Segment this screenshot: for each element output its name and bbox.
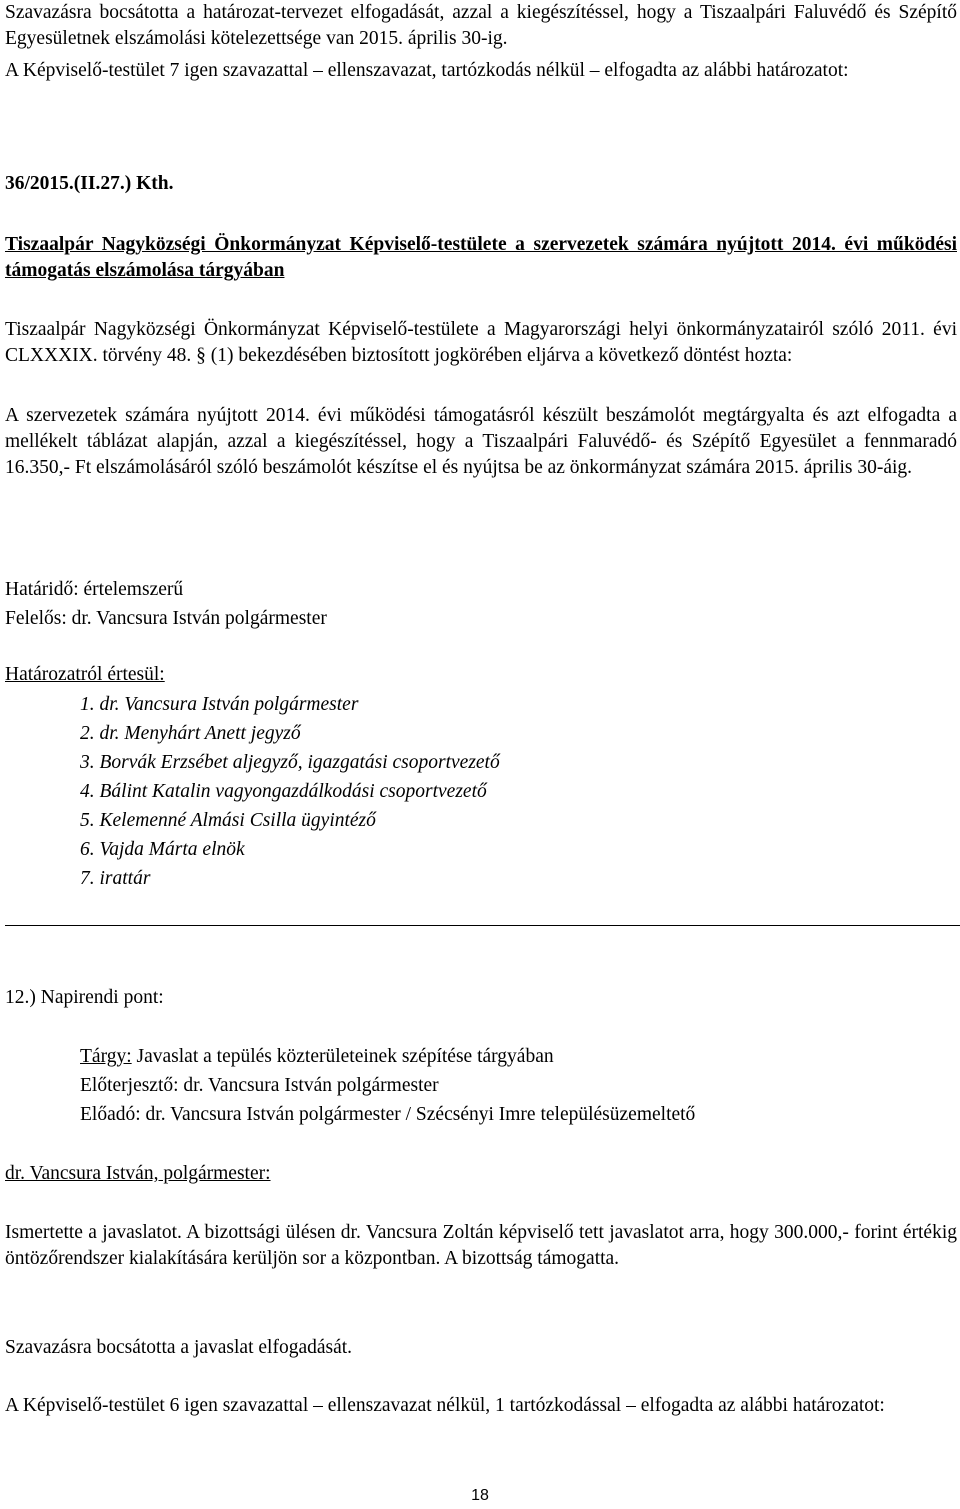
subject-label: Tárgy: xyxy=(80,1046,132,1067)
subject-text: Javaslat a tepülés közterületeinek szépítése tárgyában xyxy=(131,1046,554,1067)
notify-heading: Határozatról értesül: xyxy=(5,664,165,685)
list-item: 4. Bálint Katalin vagyongazdálkodási csoportvezető xyxy=(80,781,487,802)
list-item: 7. irattár xyxy=(80,868,151,889)
intro-paragraph-1: Szavazásra bocsátotta a határozat-tervezet elfogadását, azzal a kiegészítéssel, hogy a Tiszaalpári Faluvédő és Szépítő Egyesületnek elszámolási kötelezettsége van 2015. április 30-ig. xyxy=(5,2,957,49)
section-divider xyxy=(5,925,960,926)
resolution-title: Tiszaalpár Nagyközségi Önkormányzat Képviselő-testülete a szervezetek számára nyújtott 2014. évi működési támogatás elszámolása tárgyában xyxy=(5,234,957,281)
agenda-paragraph-3: A Képviselő-testület 6 igen szavazattal – ellenszavazat nélkül, 1 tartózkodással – elfogadta az alábbi határozatot: xyxy=(5,1395,885,1416)
agenda-paragraph-1: Ismertette a javaslatot. A bizottsági ülésen dr. Vancsura Zoltán képviselő tett javaslatot arra, hogy 300.000,- forint értékig öntözőrendszer kialakítására kerüljön sor a központban. A bizottság támogatta. xyxy=(5,1222,957,1269)
agenda-item: 12.) Napirendi pont: xyxy=(5,987,164,1008)
list-item: 5. Kelemenné Almási Csilla ügyintéző xyxy=(80,810,376,831)
resolution-body-2: A szervezetek számára nyújtott 2014. évi működési támogatásról készült beszámolót megtárgyalta és azt elfogadta a mellékelt táblázat alapján, azzal a kiegészítéssel, hogy a Tiszaalpári Faluvédő- és Szépítő Egyesület a fennmaradó 16.350,- Ft elszámolásáról szóló beszámolót készítse el és nyújtsa be az önkormányzat számára 2015. április 30-áig. xyxy=(5,405,957,478)
agenda-submitter: Előterjesztő: dr. Vancsura István polgármester xyxy=(80,1075,439,1096)
page-number: 18 xyxy=(471,1487,489,1504)
list-item: 3. Borvák Erzsébet aljegyző, igazgatási csoportvezető xyxy=(80,752,500,773)
responsible: Felelős: dr. Vancsura István polgármester xyxy=(5,608,327,629)
agenda-subject xyxy=(80,1044,554,1070)
agenda-presenter: Előadó: dr. Vancsura István polgármester / Szécsényi Imre településüzemeltető xyxy=(80,1104,696,1125)
resolution-number: 36/2015.(II.27.) Kth. xyxy=(5,173,174,194)
agenda-paragraph-2: Szavazásra bocsátotta a javaslat elfogadását. xyxy=(5,1337,353,1358)
deadline: Határidő: értelemszerű xyxy=(5,579,184,600)
list-item: 2. dr. Menyhárt Anett jegyző xyxy=(80,723,301,744)
intro-paragraph-2: A Képviselő-testület 7 igen szavazattal – ellenszavazat, tartózkodás nélkül – elfogadta az alábbi határozatot: xyxy=(5,60,849,81)
list-item: 6. Vajda Márta elnök xyxy=(80,839,245,860)
list-item: 1. dr. Vancsura István polgármester xyxy=(80,694,359,715)
resolution-body-1: Tiszaalpár Nagyközségi Önkormányzat Képviselő-testülete a Magyarországi helyi önkormányzatairól szóló 2011. évi CLXXXIX. törvény 48. § (1) bekezdésében biztosított jogkörében eljárva a következő döntést hozta: xyxy=(5,319,957,366)
speaker-label: dr. Vancsura István, polgármester: xyxy=(5,1163,271,1184)
